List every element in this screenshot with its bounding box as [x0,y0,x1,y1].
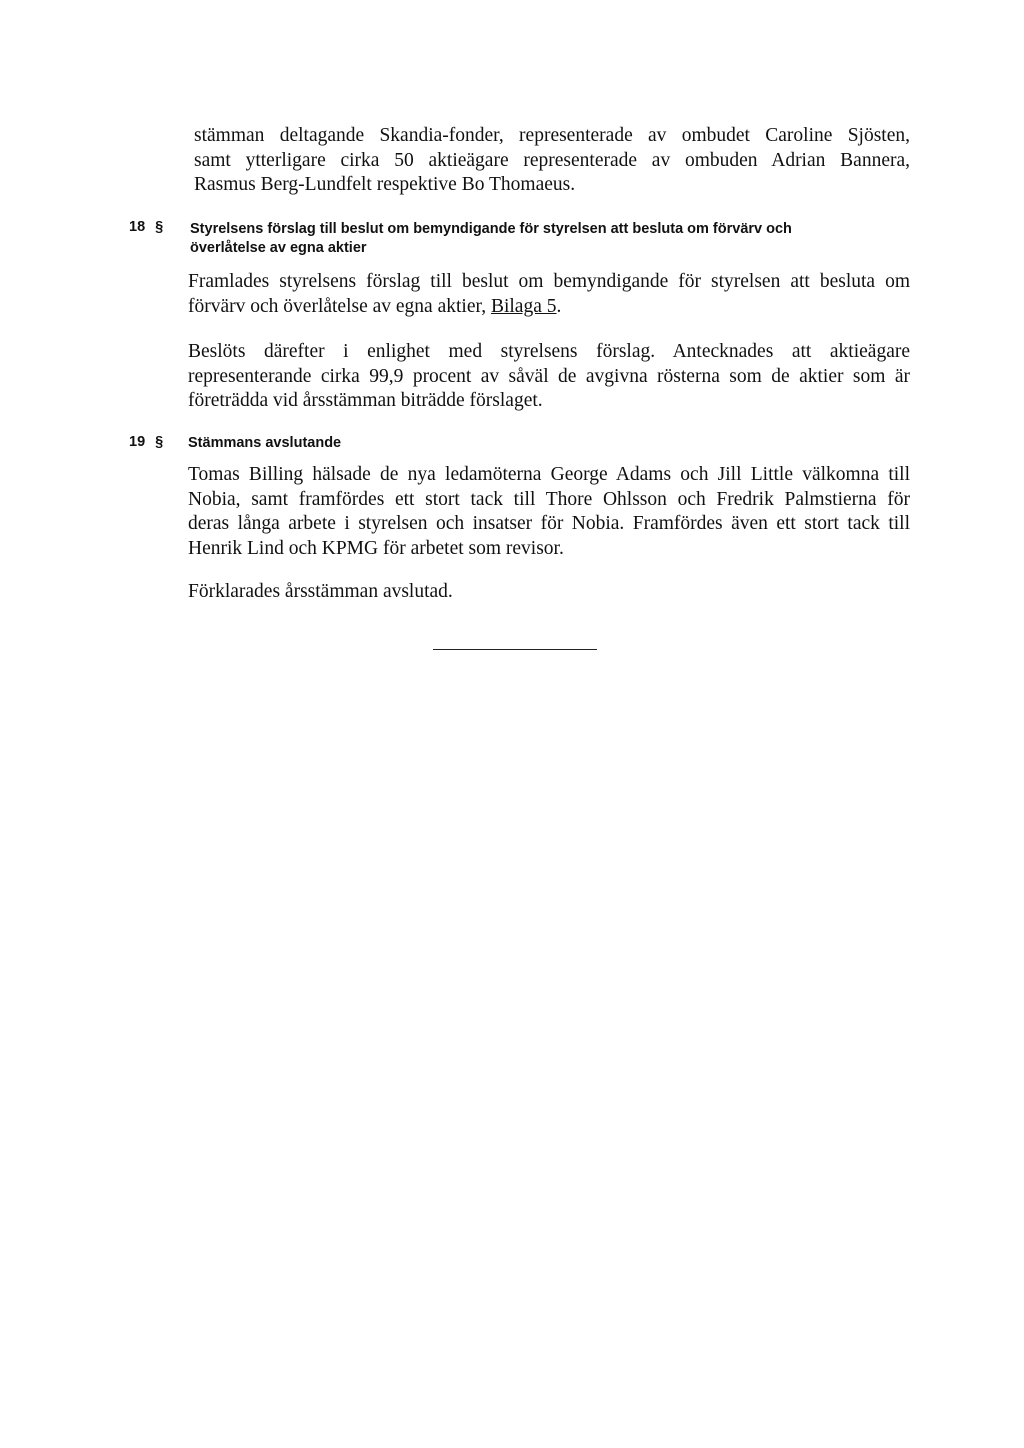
intro-paragraph [194,124,910,198]
section-19-p2-line-1: Förklarades årsstämman avslutad. [188,581,453,602]
section-18-p2-line-1: Beslöts därefter i enlighet med styrelsens förslag. Antecknades att aktieägare [188,341,910,362]
section-18-symbol: § [155,219,164,235]
section-18-p1-line-2-text: förvärv och överlåtelse av egna aktier, [188,295,491,317]
intro-line-3: Rasmus Berg-Lundfelt respektive Bo Thomaeus. [194,174,576,195]
section-18-paragraph-1 [188,270,910,319]
section-18-p1-line-2 [188,295,910,320]
section-19-num-text: 19 [129,434,146,450]
section-18-num-text: 18 [129,219,146,235]
section-19-p1-line-2: Nobia, samt framfördes ett stort tack till Thore Ohlsson och Fredrik Palmstierna för [188,488,910,510]
section-19-number [129,433,163,452]
intro-line-1: stämman deltagande Skandia-fonder, representerade av ombudet Caroline Sjösten, [194,125,910,146]
bilaga-5-link[interactable]: Bilaga 5 [490,295,557,317]
section-19-title [188,434,341,453]
intro-line-2: samt ytterligare cirka 50 aktieägare representerade av ombuden Adrian Bannera, [194,149,910,171]
section-18-p2-line-3: företrädda vid årsstämman biträdde förslaget. [188,390,543,411]
section-19-paragraph-2 [188,580,910,605]
section-19-p1-line-1: Tomas Billing hälsade de nya ledamöterna George Adams och Jill Little välkomna till [188,464,910,485]
section-19-symbol: § [155,434,164,450]
section-19-paragraph-1 [188,463,910,561]
section-18-title-line-1: Styrelsens förslag till beslut om bemyndigande för styrelsen att besluta om förvärv och [190,221,792,237]
closing-rule [433,649,597,650]
section-18-p2-line-2: representerande cirka 99,9 procent av såväl de avgivna rösterna som de aktier som är [188,365,910,387]
section-18-number [129,218,163,237]
section-19-title-text: Stämmans avslutande [188,435,342,451]
section-18-title-line-2: överlåtelse av egna aktier [190,240,367,256]
section-18-title [190,220,910,258]
section-18-p1-line-1: Framlades styrelsens förslag till beslut om bemyndigande för styrelsen att besluta om [188,271,910,292]
section-19-p1-line-4: Henrik Lind och KPMG för arbetet som revisor. [188,537,564,559]
section-18-p1-line-2-end: . [556,295,562,317]
section-19-p1-line-3: deras långa arbete i styrelsen och insatser för Nobia. Framfördes även ett stort tack till [188,513,910,534]
section-18-paragraph-2 [188,340,910,414]
